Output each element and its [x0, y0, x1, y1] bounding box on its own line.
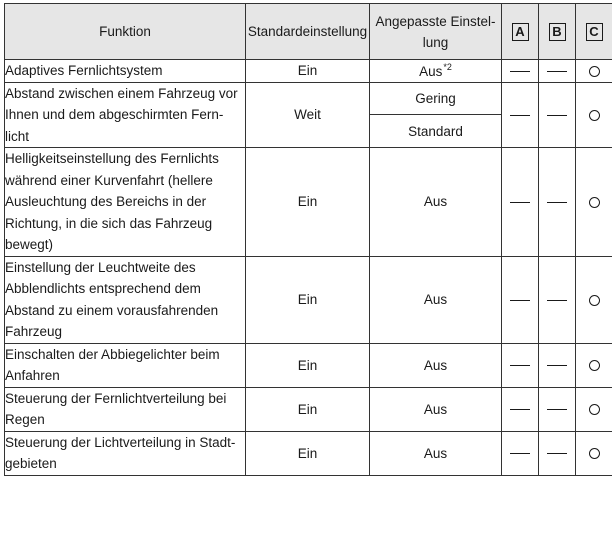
row-custom-option: Standard: [370, 115, 502, 148]
row-col-c: [576, 148, 612, 257]
dash-icon: [547, 453, 567, 454]
footnote-marker: *2: [443, 62, 452, 73]
circle-icon: [589, 360, 600, 371]
row-standard: Weit: [246, 82, 370, 148]
row-function: Helligkeitseinstellung des Fernlichts während einer Kurvenfahrt (hellere Ausleuchtung des Bereichs in der Richtung, in die sich das Fahrzeug bewegt): [5, 148, 246, 257]
row-col-b: [539, 256, 576, 343]
key-c-badge: C: [586, 23, 603, 41]
row-custom: Aus: [370, 148, 502, 257]
circle-icon: [589, 448, 600, 459]
row-col-b: [539, 431, 576, 475]
row-standard: Ein: [246, 256, 370, 343]
table-row: [5, 60, 612, 83]
row-col-a: [502, 343, 539, 387]
row-standard: Ein: [246, 60, 370, 83]
row-col-c: [576, 256, 612, 343]
key-a-badge: A: [512, 23, 529, 41]
dash-icon: [510, 453, 530, 454]
header-custom: Angepasste Einstel-lung: [370, 4, 502, 60]
dash-icon: [510, 365, 530, 366]
dash-icon: [510, 300, 530, 301]
key-b-badge: B: [549, 23, 566, 41]
row-col-c: [576, 343, 612, 387]
row-col-c: [576, 387, 612, 431]
row-standard: Ein: [246, 431, 370, 475]
row-col-b: [539, 343, 576, 387]
dash-icon: [547, 71, 567, 72]
header-standard: Standardeinstellung: [246, 4, 370, 60]
row-function: Einschalten der Abbiegelichter beim Anfahren: [5, 343, 246, 387]
header-col-c: [576, 4, 612, 60]
circle-icon: [589, 110, 600, 121]
row-col-a: [502, 431, 539, 475]
row-standard: Ein: [246, 387, 370, 431]
dash-icon: [547, 202, 567, 203]
dash-icon: [547, 409, 567, 410]
table-row: [5, 82, 612, 115]
row-col-b: [539, 60, 576, 83]
row-col-b: [539, 82, 576, 148]
header-row: [5, 4, 612, 60]
row-custom: Aus: [370, 431, 502, 475]
row-col-b: [539, 148, 576, 257]
row-col-a: [502, 387, 539, 431]
circle-icon: [589, 404, 600, 415]
header-col-a: [502, 4, 539, 60]
row-function: Adaptives Fernlichtsystem: [5, 60, 246, 83]
table-row: [5, 343, 612, 387]
row-custom: [370, 60, 502, 83]
row-col-a: [502, 148, 539, 257]
header-function: Funktion: [5, 4, 246, 60]
dash-icon: [510, 71, 530, 72]
row-function: Einstellung der Leuchtweite des Abblendlichts entsprechend dem Abstand zu einem vorausfahrenden Fahrzeug: [5, 256, 246, 343]
row-function: Abstand zwischen einem Fahrzeug vor Ihnen und dem abgeschirmten Fern-licht: [5, 82, 246, 148]
row-col-a: [502, 60, 539, 83]
dash-icon: [510, 409, 530, 410]
row-col-b: [539, 387, 576, 431]
row-standard: Ein: [246, 148, 370, 257]
circle-icon: [589, 197, 600, 208]
row-custom-value: Aus: [419, 64, 443, 80]
table-row: [5, 387, 612, 431]
row-custom-option: Gering: [370, 82, 502, 115]
dash-icon: [510, 202, 530, 203]
row-col-c: [576, 60, 612, 83]
row-col-c: [576, 82, 612, 148]
circle-icon: [589, 295, 600, 306]
dash-icon: [547, 300, 567, 301]
dash-icon: [547, 365, 567, 366]
row-standard: Ein: [246, 343, 370, 387]
row-custom: Aus: [370, 256, 502, 343]
table-row: [5, 148, 612, 257]
dash-icon: [547, 115, 567, 116]
circle-icon: [589, 66, 600, 77]
header-col-b: [539, 4, 576, 60]
dash-icon: [510, 115, 530, 116]
table-row: [5, 256, 612, 343]
row-col-c: [576, 431, 612, 475]
row-function: Steuerung der Lichtverteilung in Stadt-gebieten: [5, 431, 246, 475]
row-custom: Aus: [370, 343, 502, 387]
row-col-a: [502, 256, 539, 343]
row-col-a: [502, 82, 539, 148]
settings-table: [4, 3, 612, 476]
row-function: Steuerung der Fernlichtverteilung bei Regen: [5, 387, 246, 431]
table-row: [5, 431, 612, 475]
row-custom: Aus: [370, 387, 502, 431]
